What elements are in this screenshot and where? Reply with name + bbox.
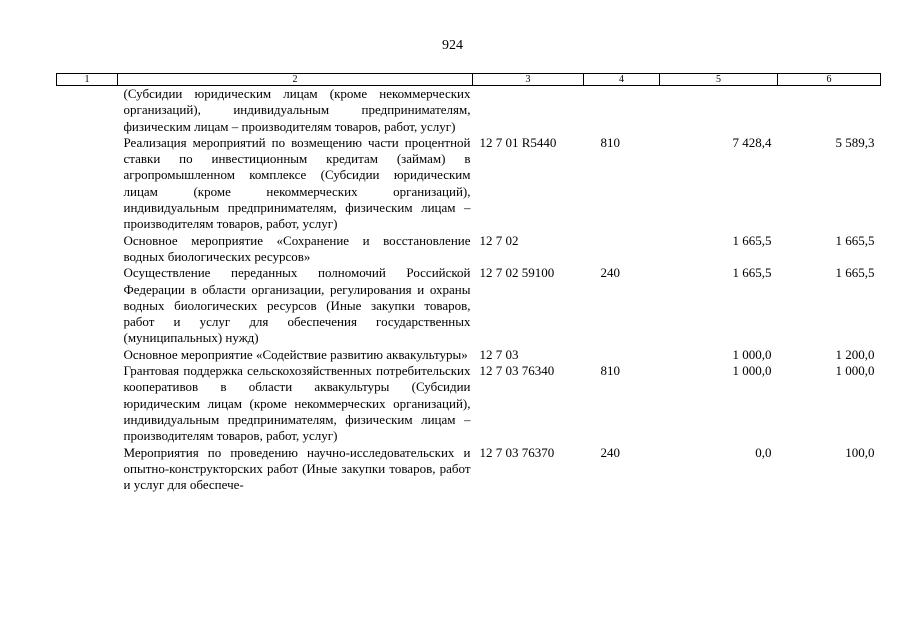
header-col-5: 5	[660, 74, 778, 86]
item-kind: 810	[600, 363, 620, 379]
item-amount-2: 5 589,3	[835, 134, 875, 150]
item-kind	[584, 86, 660, 135]
item-code: 12 7 02 59100	[479, 265, 555, 281]
item-kind: 240	[600, 444, 620, 460]
item-amount-1: 1 665,5	[732, 265, 772, 281]
header-col-1: 1	[57, 74, 118, 86]
row-number-cell	[57, 265, 118, 346]
row-number-cell	[57, 86, 118, 135]
item-amount-2: 1 200,0	[835, 346, 875, 362]
item-amount-1: 0,0	[755, 444, 772, 460]
item-name: Мероприятия по проведению научно-исследовательских и опытно-конструкторских работ (Иные закупки товаров, работ и услуг для обеспече-	[123, 444, 471, 493]
header-col-3: 3	[473, 74, 584, 86]
page-number: 924	[442, 38, 463, 53]
item-code: 12 7 03 76340	[479, 363, 555, 379]
item-name: (Субсидии юридическим лицам (кроме некоммерческих организаций), индивидуальным предпринимателям, физическим лицам – производителям товаров, работ, услуг)	[123, 86, 471, 134]
item-amount-2	[778, 86, 881, 135]
row-number-cell	[57, 445, 118, 494]
table-row	[57, 86, 881, 135]
item-kind: 240	[600, 265, 620, 281]
header-col-6: 6	[778, 74, 881, 86]
row-number-cell	[57, 347, 118, 363]
budget-table	[56, 73, 881, 493]
table-header	[57, 74, 881, 86]
item-code: 12 7 03	[479, 346, 519, 362]
table-body	[57, 86, 881, 494]
row-number-cell	[57, 363, 118, 444]
item-kind: 810	[600, 134, 620, 150]
item-name: Основное мероприятие «Сохранение и восстановление водных биологических ресурсов»	[123, 232, 471, 264]
item-name: Реализация мероприятий по возмещению части процентной ставки по инвестиционным кредитам (займам) в агропромышленном комплексе (Субсидии юридическим лицам (кроме некоммерческих организаций), индивидуальным предпринимателям, физическим лицам – производителям товаров, работ, услуг)	[123, 134, 471, 232]
item-amount-1: 7 428,4	[732, 134, 772, 150]
header-row	[57, 74, 881, 86]
item-amount-1: 1 665,5	[732, 232, 772, 248]
item-amount-2: 1 665,5	[835, 265, 875, 281]
header-col-4: 4	[584, 74, 660, 86]
item-code: 12 7 03 76370	[479, 444, 555, 460]
item-name: Грантовая поддержка сельскохозяйственных потребительских кооперативов в области аквакультуры (Субсидии юридическим лицам (кроме некоммерческих организаций), индивидуальным предпринимателям, физическим лицам – производителям товаров, работ, услуг)	[123, 363, 471, 444]
table-row	[57, 265, 881, 346]
table-row	[57, 233, 881, 266]
item-name: Основное мероприятие «Содействие развитию аквакультуры»	[123, 346, 468, 362]
item-name: Осуществление переданных полномочий Российской Федерации в области организации, регулирования и охраны водных биологических ресурсов (Иные закупки товаров, работ и услуг для обеспечения государственных (муниципальных) нужд)	[123, 265, 471, 346]
table-row	[57, 445, 881, 494]
item-code: 12 7 01 R5440	[479, 134, 557, 150]
item-amount-1: 1 000,0	[732, 363, 772, 379]
table-row	[57, 347, 881, 363]
item-amount-1	[660, 86, 778, 135]
item-amount-2: 1 000,0	[835, 363, 875, 379]
item-code	[473, 86, 584, 135]
item-amount-2: 100,0	[845, 444, 875, 460]
item-kind	[584, 347, 660, 363]
header-col-2: 2	[118, 74, 473, 86]
row-number-cell	[57, 135, 118, 233]
item-amount-2: 1 665,5	[835, 232, 875, 248]
row-number-cell	[57, 233, 118, 266]
item-kind	[584, 233, 660, 266]
table-row	[57, 135, 881, 233]
item-code: 12 7 02	[479, 232, 519, 248]
item-amount-1: 1 000,0	[732, 346, 772, 362]
table-row	[57, 363, 881, 444]
